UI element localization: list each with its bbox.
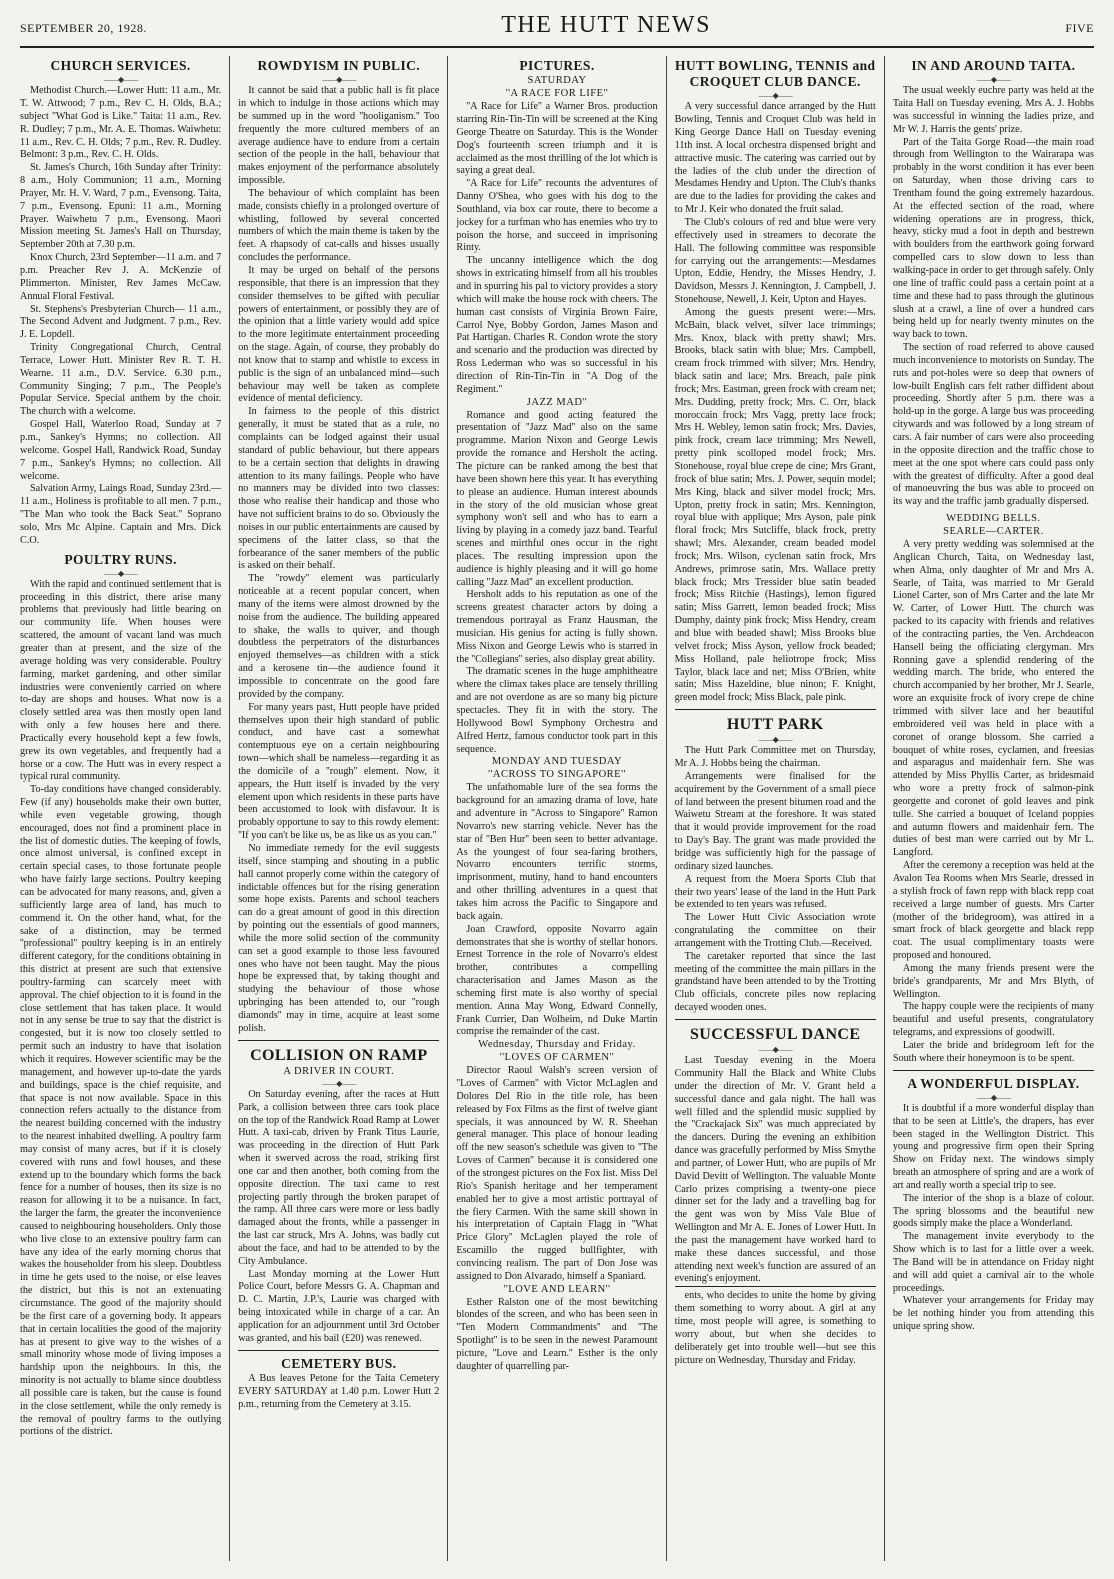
ornament-rule	[675, 1045, 876, 1055]
film-title: ''LOVES OF CARMEN''	[499, 1052, 615, 1064]
paragraph: Whatever your arrangements for Friday may be let nothing hinder you from attending this unique spring show.	[892, 1295, 1095, 1333]
article-wonderful-display	[893, 1070, 1094, 1334]
issue-date: SEPTEMBER 20, 1928.	[20, 21, 147, 35]
headline: SUCCESSFUL DANCE	[689, 1025, 861, 1043]
film-title: ''LOVE AND LEARN''	[503, 1283, 611, 1295]
paragraph: The Lower Hutt Civic Association wrote congratulating the committee on their arrangement with the Trotting Club.—Received.	[674, 912, 876, 949]
article-wedding-bells	[893, 513, 1094, 1066]
paragraph: The happy couple were the recipients of many beautiful and useful presents, congratulatory telegrams, and expressions of goodwill.	[892, 1001, 1095, 1039]
paragraph: The Hutt Park Committee met on Thursday, Mr A. J. Hobbs being the chairman.	[674, 745, 876, 770]
paragraph: The interior of the shop is a blaze of colour. The spring blossoms and the beautiful new goods simply make the place a Wonderland.	[892, 1192, 1095, 1230]
paragraph: Among the many friends present were the bride's grandparents, Mr and Mrs Blyth, of Wellington.	[892, 962, 1095, 1000]
columns	[20, 56, 1094, 1561]
paragraph: No immediate remedy for the evil suggests itself, since stamping and shouting in a public hall cannot properly come within the category of indictable offences but for the rising generation some hope exists. Parents and school teachers can do a great amount of good in this direction by pointing out the essentials of good manners, while the more solid section of the community can set a good example to those less favoured ones who have not been taught. May the pious hope be expressed that, by taking thought and studying the behaviour of those whose upbringing has been attended to, our ''rough diamonds'' may in time, acquire at least some polish.	[238, 842, 440, 1034]
article-poultry-runs	[20, 552, 221, 1440]
paragraph: It may be urged on behalf of the persons responsible, that there is an impression that they consider themselves to be gifted with peculiar powers of entertainment, or possibly they are of the opinion that a little variety would add spice to the more legitimate entertainment proceeding on the stage. Again, of course, they probably do not know that to stamp and whistle to excess in public is the sign of an unbalanced mind—such behaviour may well be taken as complete evidence of mental deficiency.	[238, 265, 440, 405]
column-1	[20, 56, 229, 1561]
film-title: ''ACROSS TO SINGAPORE''	[488, 769, 626, 781]
headline: COLLISION ON RAMP	[250, 1046, 428, 1064]
paragraph: The behaviour of which complaint has been made, consists chiefly in a prolonged overture of whistling, followed by several concerted numbers of which the main theme is taken by the feet. A rhapsody of cat-calls and hisses usually concludes the performance.	[238, 187, 440, 264]
ornament-rule	[675, 735, 876, 745]
headline: A WONDERFUL DISPLAY.	[907, 1075, 1080, 1091]
ornament-rule	[238, 1079, 439, 1089]
column-3	[447, 56, 665, 1561]
headline: CEMETERY BUS.	[281, 1355, 397, 1371]
paragraph: Last Monday morning at the Lower Hutt Police Court, before Messrs G. A. Chapman and D. C. Martin, J.P.'s, Laurie was charged with being intoxicated while in charge of a car. An application for an adjournment until 3rd October was granted, and his bail (£20) was renewed.	[238, 1268, 440, 1344]
paragraph: Joan Crawford, opposite Novarro again demonstrates that she is worthy of stellar honors. Ernest Torrence in the role of Novarro's eldest brother, contributes a compelling characterisation and James Mason as the scheming first mate is also worthy of special mention. Anna May Wong, Edward Connelly, Frank Currier, Dan Wolheim, nd Duke Martin comprise the remainder of the cast.	[456, 923, 658, 1038]
paragraph: ''A Race for Life'' recounts the adventures of Danny O'Shea, who goes with his dog to the Southland, via box car route, there to become a jockey for a turfman who has enemies who try to poison the horse, and succeed in imprisoning Rinty.	[456, 178, 658, 254]
column-2	[229, 56, 447, 1561]
paragraph: With the rapid and continued settlement that is proceeding in this district, there arise many problems that previously had little bearing on our community life. When houses were scattered, the amount of vacant land was much greater than at present, and the size of the average holding was very considerable. Poultry farming, market gardening, and other similar industries were conveniently carried on where to-day are shops and houses. What now is a closely settled area was then mostly open land with only a few houses here and there. Practically every household kept a few fowls, grew its own vegetables, and frequently had a horse or a cow. The Hutt was in every respect a typical rural community.	[20, 578, 222, 783]
paragraph: Gospel Hall, Waterloo Road, Sunday at 7 p.m., Sankey's Hymns; no collection. All welcome. Gospel Hall, Randwick Road, Sunday 7 p.m., Sankey's Hymns; no collection. All welcome.	[20, 419, 222, 482]
subheadline: A DRIVER IN COURT.	[283, 1065, 395, 1077]
paragraph: Trinity Congregational Church, Central Terrace, Lower Hutt. Minister Rev R. T. H. Wearne. 11 a.m., D.V. Service. 6.30 p.m., Community Singing; 7 p.m., The People's Popular Service. Special anthem by the choir. The church with a welcome.	[20, 342, 222, 418]
paragraph: Last Tuesday evening in the Moera Community Hall the Black and White Clubs under the direction of Mr. V. Grant held a successful dance and gala night. The hall was well filled and the splendid music supplied by the ''Crackajack Six'' was much appreciated by the dancers. During the evening an exhibition dance was gracefully performed by Miss Smythe and partner, of Lower Hutt, who are pupils of Mr David Devitt of Wellington. The valuable Monte Carlo prizes comprising a twenty-one piece dinner set for the lady and a travelling bag for the gent was won by Miss Vale Blue of Wellington and Mr A. E. Jones of Lower Hutt. In the past the management have worked hard to make these dances successful, and those attending next week's function are assured of an evening's enjoyment.	[674, 1055, 876, 1285]
article-rowdyism	[238, 58, 439, 1036]
ornament-rule	[20, 75, 221, 85]
headline: POULTRY RUNS.	[64, 551, 177, 567]
headline: PICTURES.	[519, 58, 595, 73]
page-number: FIVE	[1065, 21, 1094, 35]
ornament-rule	[893, 75, 1094, 85]
subheadline: SATURDAY	[527, 75, 587, 87]
paragraph: The usual weekly euchre party was held at the Taita Hall on Tuesday evening. Mrs A. J. Hobbs was successful in winning the ladies prize, and Mr W. J. Harris the gents' prize.	[892, 85, 1095, 135]
paragraph: A request from the Moera Sports Club that their two years' lease of the land in the Hutt Park be extended to ten years was refused.	[674, 873, 876, 911]
article-bowling-dance	[675, 58, 876, 705]
paragraph: ''A Race for Life'' a Warner Bros. production starring Rin-Tin-Tin will be screened at the King George Theatre on Saturday. This is the Wonder Dog's fourteenth screen triumph and it is acclaimed as the most thrilling of the lot which is saying a great deal.	[456, 101, 658, 177]
paragraph: In fairness to the people of this district generally, it must be stated that as a rule, no complaints can be lodged against their usual standard of public behaviour, but there appears to be a certain section that delights in drawing attention to its many failings. People who have no manners may be divided into two classes: those who realise their handicap and those who have not sufficient brains to do so. Obviously the noises in our public entertainments are caused by specimens of the latter class, so that the forbearance of the saner members of the public is asked on their behalf.	[238, 406, 440, 572]
paragraph: Romance and good acting featured the presentation of ''Jazz Mad'' also on the same programme. Marion Nixon and George Lewis provide the romance and Hersholt the acting. The picture can be ranked among the best that have been shown here this year. It has everything to please an audience. Human interest abounds in the story of the old musician whose great symphony won't sell and who has to earn a living by playing in a comedy jazz band. Tearful scenes and mirthful ones occur in the right places. The resulting impression upon the audience is highly pleasing and it will go home calling ''Jazz Mad'' an excellent production.	[456, 409, 658, 588]
paragraph: To-day conditions have changed considerably. Few (if any) households make their own butter, while even vegetable growing, though encouraged, does not find a prominent place in the list of domestic duties. The keeping of fowls, once almost universal, is confined except in certain special cases, to those fortunate people who have fairly large sections. Poultry keeping can be advocated for many reasons, and, given a sufficiently large area of land, has much to commend it. On the other hand, what, for the sake of a distinction, may be termed ''professional'' poultry keeping is in an entirely different category, for the conditions obtaining in this district at present are such that extensive poultry-farming can scarcely meet with approval. The chief objection to it is found in the close settlement that has taken place. It would not in any sense be true to say that the district is congested, but it is now too closely settled to permit such an industry to have that isolation which it requires. However scientific may be the management, and however up-to-date the yards and buildings, space is the chief requisite, and that space is not now available. Space in this connection refers actually to the distance from the nearest building concerned with the industry to the nearest inhabited dwelling. A poultry farm may consist of many acres, but if it is closely covered with runs and fowl houses, and these extend up to the boundary which forms the back fence for a number of houses, then its size is no reason for allowing it to be a nuisance. In fact, the larger the farm, the greater the inconvenience caused to neighbouring householders. Only those who live close to an extensive poultry farm can have any idea of the early morning chorus that wakes the householder from his sleep. Doubtless in time he gets used to the noise, or else leaves the district, but this is not an extenuating circumstance. The good of the majority should be the first care of a governing body. It appears that in certain localities the good of the majority has at present to give way to the wishes of a small minority whose mode of living imposes a hardship upon the neighbours. In this, the minority is not actually to blame since doubtless all possible care is taken, but the cause is found in the close settlement, while the only remedy is the removal of poultry farms to the outlying portions of the district.	[20, 784, 222, 1438]
ornament-rule	[238, 75, 439, 85]
paragraph: A very successful dance arranged by the Hutt Bowling, Tennis and Croquet Club was held in King George Dance Hall on Tuesday evening 11th inst. A local orchestra dispensed bright and attractive music. The catering was carried out by the ladies of the club under the direction of Mesdames Hendry and Upton. The Club's thanks are due to the ladies for providing the cakes and to Mr J. Keir who donated the fruit salad.	[674, 101, 876, 216]
paragraph: A Bus leaves Petone for the Taita Cemetery EVERY SATURDAY at 1.40 p.m. Lower Hutt 2 p.m., returning from the Cemetery at 3.15.	[238, 1372, 440, 1410]
paragraph: Salvation Army, Laings Road, Sunday 23rd.—11 a.m., Holiness is profitable to all men. 7 p.m., ''The Man who took the Back Seat.'' Soprano solo, Mrs Mc Alpine. Captain and Mrs. Dick C.O.	[20, 483, 222, 546]
article-hutt-park	[675, 709, 876, 1015]
article-in-and-around-taita	[893, 58, 1094, 509]
masthead	[20, 12, 1094, 48]
paragraph: Director Raoul Walsh's screen version of ''Loves of Carmen'' with Victor McLaglen and Dolores Del Rio in the title role, has been released by Fox Films as the first of twelve giant specials, it was announced by W. R. Sheehan general manager. This place of honour leading off the new season's schedule was given to ''The Loves of Carmen'' because it is considered one of the strongest pictures on the Fox list. Miss Del Rio's Spanish heritage and her temperament enabled her to give a most artistic portrayal of the fiery Carmen. With the same skill shown in his interpretation of Captain Flagg in ''What Price Glory'' McLaglen played the role of Escamillo the rugged bullfighter, with convincing realism. The part of Don Jose was assigned to Don Alvarado, himself a Spaniard.	[456, 1065, 658, 1282]
paragraph: The dramatic scenes in the huge amphitheatre where the climax takes place are tensely thrilling and are not overdone as are so many big picture spectacles. They fit in with the story. The Hollywood Bowl Symphony Orchestra and Alfred Hertz, famous conductor took part in this sequence.	[456, 666, 658, 755]
paragraph: Later the bride and bridegroom left for the South where their honeymoon is to be spent.	[892, 1039, 1095, 1064]
paragraph-continued: ents, who decides to unite the home by giving them something to worry about. A girl at any time, most people will agree, is something to worry about, but when she decides to deliberately get into trouble well—but see this picture on Wednesday, Thursday and Friday.	[675, 1286, 876, 1367]
paragraph: On Saturday evening, after the races at Hutt Park, a collision between three cars took place on the top of the Randwick Road Ramp at Lower Hutt. A taxi-cab, driven by Frank Titus Laurie, was proceeding in the direction of Hutt Park when it swerved across the road, striking first one car and then another, both coming from the opposite direction. The taxi came to rest projecting partly through the broken parapet of the ramp. All three cars were more or less badly damaged about the fronts, while a passenger in the last car struck, Mrs A. Johns, was badly cut about the face, and had to be attended to by the City Ambulance.	[238, 1088, 440, 1267]
paragraph: For many years past, Hutt people have prided themselves upon their high standard of public conduct, and have cast a somewhat contemptuous eye on a certain neighbouring town—which shall be nameless—regarding it as the domicile of a ''rough'' element. Now, it appears, the Hutt itself is invaded by the very element upon which residents in these parts have been accustomed to look with disfavour. It is probably opportune to say to this rowdy element: ''If you can't be like us, be as like us as you can.''	[238, 701, 440, 842]
subheadline: MONDAY AND TUESDAY	[491, 756, 623, 768]
paragraph: Knox Church, 23rd September—11 a.m. and 7 p.m. Preacher Rev J. A. McKenzie of Plimmerton. Minister, Rev James McCaw. Annual Floral Festival.	[20, 252, 222, 302]
paragraph: Hersholt adds to his reputation as one of the screens greatest character actors by doing a tremendous portrayal as Franz Hausman, the musician. His genius for acting is fully shown. Miss Nixon and George Lewis who is starred in the ''Collegians'' series, also display great ability.	[456, 589, 658, 665]
film-title: ''A RACE FOR LIFE''	[505, 88, 609, 100]
paragraph: Among the guests present were:—Mrs. McBain, black velvet, silver lace trimmings; Mrs. Knox, black with pretty shawl; Mrs. Brooks, black satin with blue; Mrs. Campbell, cream frock trimmed with silver; Mrs. Hendry, black satin and lace; Mrs. Breach, pale pink frock; Mrs. Eastman, green frock with cream net; Mrs. Dudding, pretty frock; Mrs. C. Orr, black moroccain frock; Mrs Vagg, pretty lace frock; Mrs H. Webley, lemon satin frock; Mrs. Davies, pink frock, cream lace trimming; Mrs Newell, pretty pink scolloped model frock; Mrs. Stonehouse, royal blue crepe de cine; Mrs Grant, frock of blue satin; Mrs. J. Power, sequin model; Mrs King, black and silver model frock; Mrs. Upton, pretty frock in satin; Mrs. Kennington, royal blue with applique; Mrs Ayson, pale pink floral frock; Mrs Sutcliffe, black frock, pretty shawl; Mrs. Alexander, cream beaded model frock; Mrs. Wilson, cyclenan satin frock, Mrs Andrews, primrose satin, Mrs. Wallace pretty black frock; Mrs Tressider blue satin beaded frock; Miss Ritchie (Hastings), lemon figured satin; Miss Garrett, lemon beaded frock; Miss Dumphy, dainty pink frock; Miss Hendry, cream and blue with beaded shawl; Miss Brooks blue velvet frock; Miss Ayson, yellow frock beaded; Miss Holland, pale heliotrope frock; Miss Taylor, black lace and net; Miss O'Brien, white satin; Miss Hazeldine, blue ninon; F. Knight, green model frock; Miss Black, pale pink.	[674, 306, 876, 704]
paragraph: The unfathomable lure of the sea forms the background for an amazing drama of love, hate and adventure in ''Across to Singapore'' Ramon Novarro's new starring vehicle. Never has the star of ''Ben Hur'' been seen to better advantage. As the youngest of four sea-faring brothers, Novarro encounters terrific storms, imprisonment, mutiny, hand to hand encounters and other thrilling adventures in a quest that takes him across the Pacific to Singapore and back again.	[456, 782, 658, 922]
paragraph: The caretaker reported that since the last meeting of the committee the main pillars in the grandstand have been attended to by the Trotting Club officials, concrete piles now replacing decayed wooden ones.	[674, 950, 876, 1014]
paragraph: A very pretty wedding was solemnised at the Anglican Church, Taita, on Wednesday last, when Alma, only daughter of Mr and Mrs A. Searle, of Taita, was married to Mr Gerald Lionel Carter, son of Mrs Carter and the late Mr W. Carter, of Lower Hutt. The church was packed to its capacity with friends and relatives of the contracting parties, the Ven. Archdeacon Hansell being the officiating clergyman. Mrs Ronning gave a splendid rendering of the wedding march. The bride, who entered the church accompanied by her brother, Mr J. Searle, wore an exquisite frock of ivory crepe de chine trimmed with silver lace and her beautiful embroidered veil was held in place with a coronet of orange blossom. She carried a bouquet of white roses, cyclamen, and freesias and asparagus and maidenhair fern. She was attended by Miss Phyllis Carter, as bridesmaid who wore a pretty frock of salmon-pink georgette and coronet of gold leaves and pink tulle. She carried a bouquet of Iceland poppies and autumn flowers and maidenhair fern. The duties of best man were carried out by Mr L. Langford.	[892, 539, 1095, 859]
paragraph: Arrangements were finalised for the acquirement by the Government of a small piece of land between the present bitumen road and the Waiwetu Stream at the foreshore. It was stated that it would provide improvement for the road to Day's Bay. The grant was made provided the bridge was sufficiently high for the passage of ordinary sized launches.	[674, 770, 876, 872]
headline: CHURCH SERVICES.	[50, 58, 191, 73]
ornament-rule	[675, 91, 876, 101]
paragraph: Esther Ralston one of the most bewitching blondes of the screen, and who has been seen in ''Ten Modern Commandments'' and ''The Spotlight'' is to be seen in the newest Paramount picture, ''Love and Learn.'' Esther is the only daughter of quarrelling par-	[456, 1296, 658, 1372]
subheadline: SEARLE—CARTER.	[943, 526, 1044, 538]
paragraph: After the ceremony a reception was held at the Avalon Tea Rooms when Mrs Searle, dressed in a stylish frock of fawn repp with black repp coat received a large number of guests. Mrs Carter (mother of the bridegroom), was attired in a smart frock of black georgette and black repp coat. The usual complimentary toasts were proposed and honoured.	[892, 860, 1095, 962]
paragraph: The management invite everybody to the Show which is to last for a little over a week. The Band will be in attendance on Friday night and will add quiet a carnival air to the whole proceedings.	[892, 1231, 1095, 1294]
article-church-services	[20, 58, 221, 548]
ornament-rule	[893, 1093, 1094, 1103]
paragraph: It is doubtful if a more wonderful display than that to be seen at Little's, the drapers, has ever been staged in the Wellington District. This young and progressive firm open their Spring Show on Friday next. The windows simply breath an atmosphere of spring and are a work of art and really worth a special trip to see.	[892, 1102, 1095, 1191]
paragraph: The uncanny intelligence which the dog shows in extricating himself from all his troubles and in spurring his pal to victory provides a story which will make the house rock with cheers. The human cast consists of Virginia Brown Faire, Carrol Nye, Bobby Gordon, James Mason and Pat Hartigan. Charles R. Condon wrote the story and scenario and the production was directed by Ross Lederman who was so successful in his direction of Rin-Tin-Tin in ''A Dog of the Regiment.''	[456, 255, 658, 395]
paragraph: Part of the Taita Gorge Road—the main road through from Wellington to the Wairarapa was probably in the worst condition it has ever been on Saturday, when those driving cars to Trentham found the going extremely hazardous. At the effected section of the road, where widening operations are in progress, thick, heavy, sticky mud a foot in depth and bestrewn with boulders from the earthwork going forward compelled cars to slow down to less than walking-pace in order to get through safely. Only one line of traffic could pass a certain point at a time and these had to pass through the glutinous slush at a crawl, a line of over a hundred cars being held up for nearly twenty minutes on the way back to town.	[892, 136, 1095, 341]
article-collision-on-ramp	[238, 1040, 439, 1346]
subheadline: Wednesday, Thursday and Friday.	[478, 1039, 636, 1051]
ornament-rule	[20, 569, 221, 579]
paragraph: St. James's Church, 16th Sunday after Trinity: 8 a.m., Holy Communion; 11 a.m., Morning Prayer, Mr. H. V. Ward, 7 p.m., Evensong. Taita, 7 p.m., Evensong. Epuni: 11 a.m., Morning Prayer. Waiwhetu 7 p.m., Evensong. Maori Mission meeting St. James's Hall on Thursday, September 20th at 7.30 p.m.	[20, 162, 222, 251]
paragraph: St. Stephens's Presbyterian Church— 11 a.m., The Second Advent and Judgment. 7 p.m., Rev. J. E. Lopdell.	[20, 303, 222, 341]
column-5	[884, 56, 1094, 1561]
paragraph: Methodist Church.—Lower Hutt: 11 a.m., Mr. T. W. Attwood; 7 p.m., Rev C. H. Olds, B.A.; subject ''What God is Like.'' Taita: 11 a.m., Rev. R. Dudley; 7 p.m., Mr. A. E. Thomas. Waiwhetu: 11 a.m., Rev. C. H. Olds; 7 p.m., Rev. R. Dudley. Belmont: 3 p.m., Rev. C. H. Olds.	[20, 85, 222, 161]
headline: ROWDYISM IN PUBLIC.	[257, 58, 421, 73]
headline: IN AND AROUND TAITA.	[911, 58, 1076, 73]
newspaper-title: THE HUTT NEWS	[501, 12, 711, 38]
article-pictures	[456, 58, 657, 1374]
film-title: JAZZ MAD''	[526, 396, 588, 408]
article-successful-dance	[675, 1019, 876, 1367]
headline: HUTT PARK	[726, 716, 824, 734]
paragraph: The Club's colours of red and blue were very effectively used in streamers to decorate the Hall. The following committee was responsible for carrying out the arrangements:—Mesdames Upton, Eddie, Hendry, the Misses Hendry, J. Davidson, Messrs J. Kennington, J. Campbell, J. Stonehouse, Newell, J. Keir, Upton and Hayes.	[674, 216, 876, 306]
article-cemetery-bus	[238, 1350, 439, 1412]
headline: WEDDING BELLS.	[946, 513, 1041, 525]
paragraph: The section of road referred to above caused much inconvenience to motorists on Sunday. The ruts and pot-holes were so deep that owners of low-built English cars felt rather diffident about proceeding. Shortly after 5 p.m. there was a hold-up in the gorge. A large bus was proceeding citywards and was followed by a long stream of cars. A fair number of cars were also proceeding in the opposite direction and the traffic chose to meet at the one spot where cars could pass only with the greatest of difficulty. After a good deal of manoeuvring the bus was able to proceed on its way and the traffic jamb gradually dispersed.	[892, 342, 1095, 508]
headline: HUTT BOWLING, TENNIS and CROQUET CLUB DANCE.	[675, 58, 876, 90]
column-4	[666, 56, 884, 1561]
paragraph: The ''rowdy'' element was particularly noticeable at a recent popular concert, when many of the items were almost drowned by the noise from the audience. The building appeared to shake, the walls to quiver, and though doubtless the perpetrators of the disturbances enjoyed themselves—as children with a stick and a kerosene tin—the audience found it impossible to concentrate on the good fare provided by the company.	[238, 573, 440, 700]
paragraph: It cannot be said that a public hall is fit place in which to indulge in those actions which may be summed up in the word ''hooliganism.'' Too frequently the more cultured members of an average audience have to endure from a certain section of the people in the hall, behaviour that makes enjoyment of the performance absolutely impossible.	[238, 85, 440, 187]
